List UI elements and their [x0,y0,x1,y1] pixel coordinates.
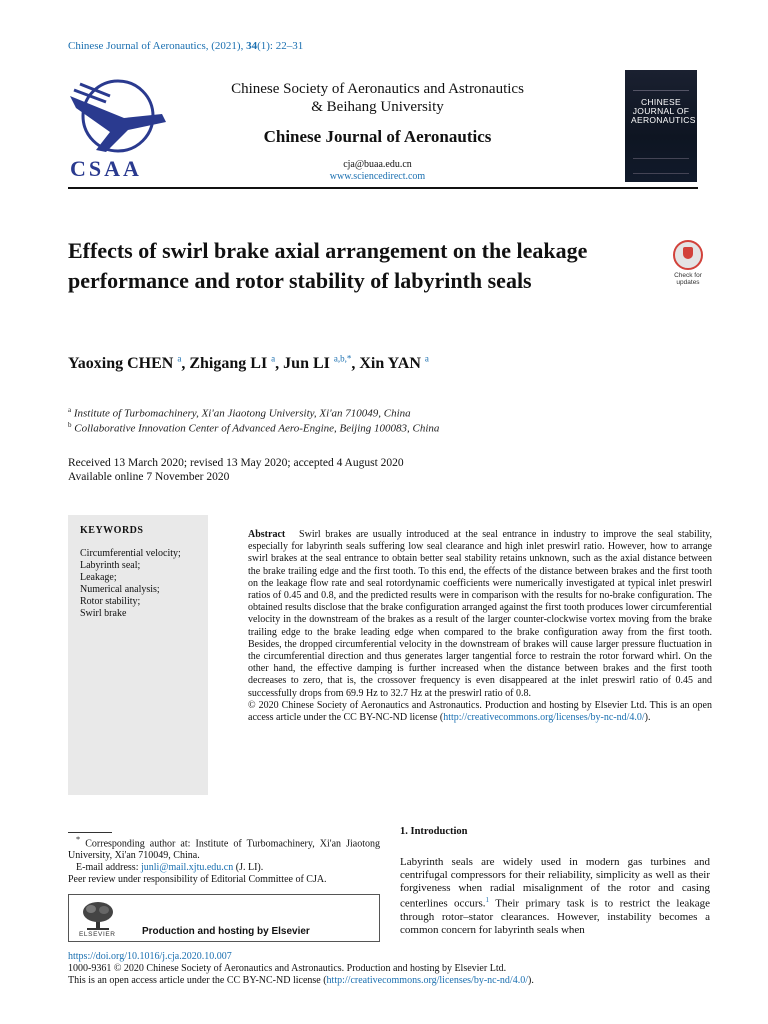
keyword-item: Leakage; [80,572,117,583]
check-for-updates-button[interactable] [668,240,708,286]
issn-line: 1000-9361 © 2020 Chinese Society of Aeronautics and Astronautics. Production and hosting by Elsevier Ltd. [68,963,507,974]
footer-license-link[interactable]: http://creativecommons.org/licenses/by-nc-nd/4.0/ [326,975,528,986]
journal-email: cja@buaa.edu.cn [343,159,412,170]
introduction-paragraph: Labyrinth seals are widely used in modern gas turbines and centrifugal compressors for their reliability, simplicity as well as their forgiveness when radial misalignment of the rotor and casing centerlines occurs.$^1$ Their primary task is to restrict the leakage through rotor–stator clearances. However, instability becomes a common concern for labyrinth seals when [400,856,710,936]
author[interactable]: Zhigang LI $^a$ [189,354,276,373]
journal-cover-image[interactable] [625,70,697,182]
elsevier-logo-text: ELSEVIER [79,931,116,938]
footnote-divider [68,832,112,833]
keywords-list [80,548,208,620]
sciencedirect-link[interactable]: www.sciencedirect.com [329,171,426,182]
keywords-box [68,515,208,795]
journal-citation-line[interactable]: Chinese Journal of Aeronautics, (2021), 34(1): 22–31 [68,40,304,52]
society-line-1: Chinese Society of Aeronautics and Astronautics [231,81,524,97]
doi-link[interactable]: https://doi.org/10.1016/j.cja.2020.10.007 [68,951,232,962]
corresponding-author-footnote: * Corresponding author at: Institute of Turbomachinery, Xi'an Jiaotong University, Xi'an 710049, China. E-mail address: junli@mail.xjtu.edu.cn (J. LI). [68,835,381,874]
society-line-2: & Beihang University [311,99,444,115]
author[interactable]: Jun LI $^{a,b,*}$ [283,354,352,373]
author-email-link[interactable]: junli@mail.xjtu.edu.cn [140,862,234,874]
elsevier-tree-icon [81,901,115,931]
cover-header-band [633,76,689,91]
page-footer [68,951,534,987]
reference-link[interactable]: 1 [485,896,490,905]
keywords-title: KEYWORDS [80,525,144,536]
cover-footer-band [633,158,689,174]
section-heading-introduction: 1. Introduction [400,826,468,837]
keyword-item: Circumferential velocity; [80,548,181,559]
cover-title: CHINESE JOURNAL OF AERONAUTICS [631,97,696,125]
available-online-date: Available online 7 November 2020 [68,471,230,483]
author-list: Yaoxing CHEN $^a$, Zhigang LI $^a$, Jun LI $^{a,b,*}$, Xin YAN $^a$ [68,354,429,373]
abstract: Abstract Swirl brakes are usually introduced at the seal entrance in industry to improve the seal stability, especially for labyrinth seals suffering low seal clearance and high inlet preswirl ratio. However, how to arrange swirl brakes at the seal entrance to obtain better seal stability retains unknown, such as the axial distance between the brake trailing edge and the first tooth. To this end, the effects of the distance between brakes and the first tooth on the leakage flow rate and seal rotordynamic coefficients were numerically investigated at typical inlet preswirl ratios of 0.45 and 0.8, and the predicted results were in comparison with the results for no-brake configuration. The obtained results disclose that the brake configuration arranged against the first tooth produces lower circumferential velocity in the downstream of the brakes as a result of the larger counter-clockwise vortex moving from the brake trailing edge to the brake leading edge when compared to the brake configuration away from the first tooth. Besides, the dropped circumferential velocity in the downstream of brakes will cause larger pressure fluctuation in the circumferential direction and thus generates larger tangential force to restrain the rotor forward whirl. On the other hand, the effective damping is further increased when the distance between brakes and the first tooth decreases to zero, that is, the crossover frequency is even disappeared at the inlet preswirl ratio of 0.45 and successfully drops from 69.9 Hz to 32.7 Hz at the preswirl ratio of 0.8. © 2020 Chinese Society of Aeronautics and Astronautics. Production and hosting by Elsevier Ltd. This is an open access article under the CC BY-NC-ND license (http://creativecommons.org/licenses/by-nc-nd/4.0/). [248,529,713,724]
bookmark-icon [673,240,703,270]
peer-review-note: Peer review under responsibility of Editorial Committee of CJA. [68,874,327,885]
affiliation-a: $^a$ Institute of Turbomachinery, Xi'an Jiaotong University, Xi'an 710049, China [68,406,411,420]
check-for-updates-label: Check for updates [674,272,702,286]
journal-volume: 34 [246,40,258,52]
keyword-item: Swirl brake [80,608,127,619]
article-title: Effects of swirl brake axial arrangement on the leakage performance and rotor stability of labyrinth seals [68,238,588,293]
elsevier-production-box [68,894,380,942]
license-link[interactable]: http://creativecommons.org/licenses/by-nc-nd/4.0/ [443,712,645,724]
header-divider [68,187,698,189]
received-dates: Received 13 March 2020; revised 13 May 2020; accepted 4 August 2020 [68,457,404,469]
journal-header [205,80,550,183]
abstract-label: Abstract [248,529,286,540]
abstract-copyright: © 2020 Chinese Society of Aeronautics and Astronautics. Production and hosting by Elsevier Ltd. This is an open access article under the CC BY-NC-ND license ( [248,699,712,724]
affiliation-b: $^b$ Collaborative Innovation Center of Advanced Aero-Engine, Beijing 100083, China [68,421,440,435]
article-dates [68,456,404,484]
author[interactable]: Yaoxing CHEN $^a$ [68,354,182,373]
csaa-logo-text: CSAA [70,156,142,181]
production-hosting-label: Production and hosting by Elsevier [142,926,310,937]
keyword-item: Labyrinth seal; [80,560,141,571]
footer-license-line: This is an open access article under the CC BY-NC-ND license (http://creativecommons.org/licenses/by-nc-nd/4.0/). [68,975,534,986]
author[interactable]: Xin YAN $^a$ [359,354,429,373]
journal-name: Chinese Journal of Aeronautics [263,127,492,146]
keyword-item: Numerical analysis; [80,584,160,595]
abstract-text: Swirl brakes are usually introduced at the seal entrance in industry to improve the seal stability, especially for labyrinth seals suffering low seal clearance and high inlet preswirl ratio. However, how to arrange swirl brakes at the seal entrance to obtain better seal stability retains unknown, such as the axial distance between the brake trailing edge and the first tooth. To this end, the effects of the distance between brakes and the first tooth on the leakage flow rate and seal rotordynamic coefficients were numerically investigated at typical inlet preswirl ratios of 0.45 and 0.8, and the predicted results were in comparison with the results for no-brake configuration. The obtained results disclose that the brake configuration arranged against the first tooth produces lower circumferential velocity in the downstream of the brakes as a result of the larger counter-clockwise vortex moving from the brake trailing edge to the brake leading edge when compared to the brake configuration away from the first tooth. Besides, the dropped circumferential velocity in the downstream of brakes will cause larger pressure fluctuation in the circumferential direction and thus generates larger tangential force to restrain the rotor forward whirl. On the other hand, the effective damping is further increased when the distance between brakes and the first tooth decreases to zero, that is, the crossover frequency is even disappeared at the inlet preswirl ratio of 0.45 and successfully drops from 69.9 Hz to 32.7 Hz at the preswirl ratio of 0.8. [248,529,713,699]
keyword-item: Rotor stability; [80,596,141,607]
